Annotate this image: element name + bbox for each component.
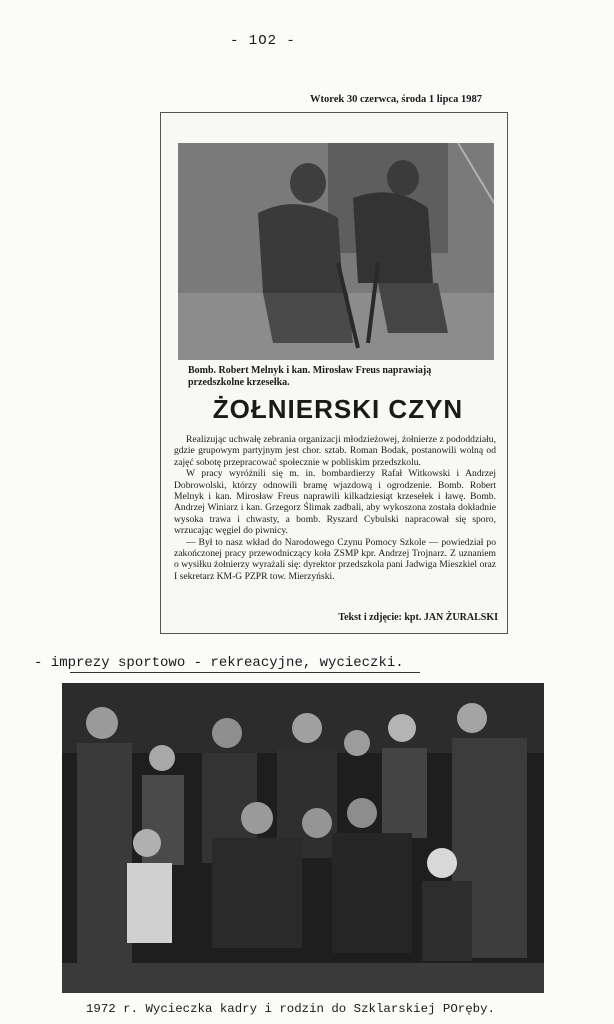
section-heading-underline bbox=[70, 672, 420, 673]
clipping-photo-soldiers-repairing-chairs bbox=[178, 143, 494, 360]
clipping-body bbox=[174, 434, 496, 582]
clipping-credit: Tekst i zdjęcie: kpt. JAN ŻURALSKI bbox=[338, 612, 498, 623]
clipping-photo-caption: Bomb. Robert Melnyk i kan. Mirosław Freus naprawiają przedszkolne krzesełka. bbox=[188, 365, 432, 388]
section-heading: - imprezy sportowo - rekreacyjne, wycieczki. bbox=[34, 655, 404, 671]
group-photo-caption: 1972 r. Wycieczka kadry i rodzin do Szklarskiej POręby. bbox=[86, 1002, 495, 1016]
clipping-dateline: Wtorek 30 czerwca, środa 1 lipca 1987 bbox=[310, 94, 482, 105]
clipping-paragraph: Realizując uchwałę zebrania organizacji młodzieżowej, żołnierze z pododdziału, gdzie grupowym partyjnym jest chor. sztab. Roman Bodak, postanowili wolną od zajęć sobotę przepracować społecznie w pobliskim przedszkolu. bbox=[174, 434, 496, 468]
clipping-paragraph: W pracy wyróżnili się m. in. bombardierzy Rafał Witkowski i Andrzej Dobrowolski, którzy odnowili bramę wjazdową i ogrodzenie. Bomb. Robert Melnyk i kan. Mirosław Freus naprawili kilkadziesiąt krzesełek i ławę. Bomb. Andrzej Winiarz i kan. Grzegorz Ślimak zadbali, aby wykoszona została dokładnie wysoka trawa i chwasty, a bomb. Ryszard Cybulski napracował się sporo, wrzucając węgiel do piwnicy. bbox=[174, 468, 496, 537]
group-photo-excursion bbox=[62, 683, 544, 993]
clipping-paragraph: — Był to nasz wkład do Narodowego Czynu Pomocy Szkole — powiedział po zakończonej pracy przewodniczący koła ZSMP kpr. Andrzej Trojnarz. Z uznaniem o wysiłku żołnierzy wyrażali się: dyrektor przedszkola pani Jadwiga Mieszkiel oraz I sekretarz KM-G PZPR tow. Mierzyński. bbox=[174, 536, 496, 582]
clipping-headline: ŻOŁNIERSKI CZYN bbox=[212, 394, 464, 424]
page-number: - 1O2 - bbox=[230, 33, 296, 49]
